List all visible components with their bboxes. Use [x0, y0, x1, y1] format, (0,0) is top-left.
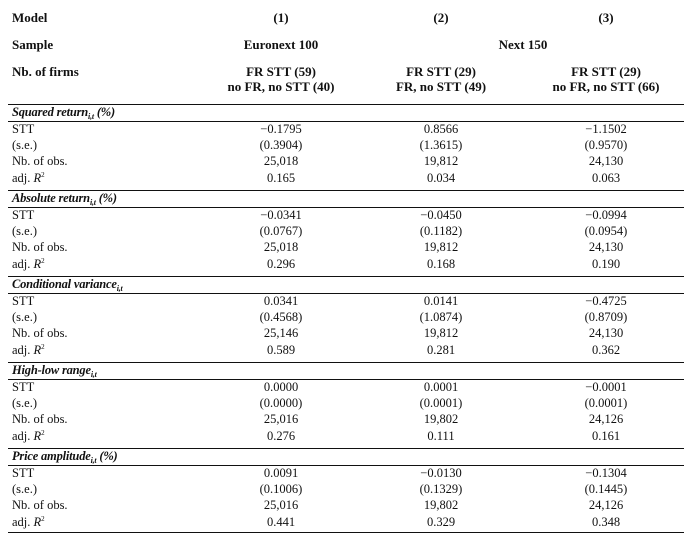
se-row-label: (s.e.)	[12, 224, 37, 239]
se-row-cell: (0.9570)	[584, 138, 628, 153]
adj-r2-row-cell: 0.281	[426, 342, 456, 357]
stt-row-label: STT	[12, 466, 35, 480]
stt-row-label: STT	[12, 294, 35, 308]
stt-row-label: STT	[12, 380, 35, 394]
section-title-rule	[8, 121, 684, 122]
stt-row-cell: −0.0994	[585, 208, 627, 222]
se-row-cell: (0.1182)	[419, 224, 463, 239]
section-title-subscript: i,t	[89, 198, 96, 207]
section-title-unit: (%)	[95, 191, 117, 205]
obs-row-label: Nb. of obs.	[12, 154, 68, 169]
se-row-cell: (0.1445)	[584, 482, 628, 497]
section-title-subscript: i,t	[88, 112, 94, 121]
obs-row-cell: 19,802	[423, 412, 459, 427]
stt-row-cell: −1.1502	[585, 122, 627, 136]
adj-r2-row-cell: 0.441	[266, 514, 296, 529]
sample-next-150: Next 150	[498, 37, 548, 52]
se-row-label: (s.e.)	[12, 482, 37, 497]
obs-row-cell: 19,812	[423, 154, 459, 169]
stt-row-cell: 0.0141	[423, 294, 459, 308]
firms-2-line1: FR STT (29)	[406, 64, 476, 79]
section-title-text: High-low range	[12, 363, 91, 377]
table-bottom-rule	[8, 532, 684, 533]
se-row-cell: (0.0000)	[259, 396, 303, 411]
se-row-cell: (0.1006)	[259, 482, 303, 497]
obs-row-label: Nb. of obs.	[12, 326, 68, 341]
adj-label-text: adj.	[12, 256, 31, 271]
adj-label-text: adj.	[12, 428, 31, 443]
adj-r2-row-cell: 0.063	[591, 170, 621, 185]
section-title-text: Price amplitude	[12, 449, 91, 463]
adj-r2-row-cell: 0.034	[426, 170, 456, 185]
stt-row-cell: −0.0341	[260, 208, 302, 222]
stt-row-label: STT	[12, 208, 35, 222]
section-title-unit: (%)	[93, 105, 115, 119]
obs-row-cell: 19,812	[423, 240, 459, 255]
model-3-header: (3)	[598, 10, 614, 25]
section-title	[12, 363, 97, 379]
section-title-text: Absolute return	[12, 191, 90, 205]
stt-row-label: STT	[12, 122, 35, 136]
section-title	[12, 105, 115, 121]
stt-row-cell: 0.0000	[263, 380, 299, 394]
obs-row-label: Nb. of obs.	[12, 412, 68, 427]
obs-row-cell: 19,802	[423, 498, 459, 513]
model-2-header: (2)	[433, 10, 449, 25]
section-title	[12, 449, 118, 465]
se-row-cell: (0.4568)	[259, 310, 303, 325]
se-row-cell: (0.0954)	[584, 224, 628, 239]
model-1-header: (1)	[273, 10, 289, 25]
se-row-cell: (0.8709)	[584, 310, 628, 325]
stt-row-cell: −0.0130	[420, 466, 462, 480]
adj-label-text: adj.	[12, 170, 31, 185]
section-title	[12, 277, 123, 293]
obs-row-cell: 25,146	[263, 326, 299, 341]
obs-row-cell: 24,130	[588, 326, 624, 341]
section-title-subscript: i,t	[90, 456, 97, 465]
model-label: Model	[12, 10, 48, 25]
se-row-label: (s.e.)	[12, 396, 37, 411]
adj-r2-row-cell: 0.276	[266, 428, 296, 443]
stt-row-cell: −0.4725	[585, 294, 627, 308]
r-squared-superscript: 2	[41, 256, 45, 265]
r-squared-superscript: 2	[41, 342, 45, 351]
adj-r2-row-cell: 0.296	[266, 256, 296, 271]
r-symbol: R	[33, 428, 42, 443]
adj-r2-row-label	[12, 171, 45, 187]
stt-row-cell: −0.1795	[260, 122, 302, 136]
sample-label: Sample	[12, 37, 54, 52]
stt-row-cell: 0.0091	[263, 466, 299, 480]
r-symbol: R	[33, 342, 42, 357]
adj-r2-row-cell: 0.168	[426, 256, 456, 271]
section-title-unit: (%)	[96, 449, 118, 463]
obs-row-cell: 24,130	[588, 154, 624, 169]
obs-row-cell: 24,126	[588, 498, 624, 513]
r-squared-superscript: 2	[41, 514, 45, 523]
obs-row-cell: 19,812	[423, 326, 459, 341]
section-title-subscript: i,t	[116, 284, 123, 293]
section-divider	[8, 362, 684, 363]
obs-row-cell: 24,130	[588, 240, 624, 255]
section-title-rule	[8, 293, 684, 294]
se-row-cell: (0.3904)	[259, 138, 303, 153]
stt-row-cell: −0.1304	[585, 466, 627, 480]
section-title-rule	[8, 207, 684, 208]
section-title	[12, 191, 117, 207]
obs-row-cell: 25,018	[263, 154, 299, 169]
obs-row-cell: 25,016	[263, 498, 299, 513]
adj-r2-row-cell: 0.165	[266, 170, 296, 185]
adj-r2-row-cell: 0.348	[591, 514, 621, 529]
adj-r2-row-label	[12, 429, 45, 445]
sample-euronext-100: Euronext 100	[243, 37, 319, 52]
adj-r2-row-label	[12, 257, 45, 273]
obs-row-label: Nb. of obs.	[12, 498, 68, 513]
se-row-label: (s.e.)	[12, 310, 37, 325]
se-row-cell: (0.0767)	[259, 224, 303, 239]
adj-r2-row-label	[12, 343, 45, 359]
r-symbol: R	[33, 256, 42, 271]
firms-label: Nb. of firms	[12, 64, 79, 79]
adj-r2-row-cell: 0.362	[591, 342, 621, 357]
se-row-cell: (1.0874)	[419, 310, 463, 325]
section-title-text: Conditional variance	[12, 277, 117, 291]
r-symbol: R	[33, 514, 42, 529]
adj-r2-row-cell: 0.190	[591, 256, 621, 271]
stt-row-cell: 0.0001	[423, 380, 459, 394]
adj-label-text: adj.	[12, 514, 31, 529]
obs-row-cell: 24,126	[588, 412, 624, 427]
stt-row-cell: 0.8566	[423, 122, 459, 136]
se-row-cell: (0.0001)	[584, 396, 628, 411]
section-title-subscript: i,t	[90, 370, 97, 379]
obs-row-label: Nb. of obs.	[12, 240, 68, 255]
adj-r2-row-cell: 0.161	[591, 428, 621, 443]
se-row-cell: (0.1329)	[419, 482, 463, 497]
stt-row-cell: 0.0341	[263, 294, 299, 308]
adj-r2-row-cell: 0.589	[266, 342, 296, 357]
se-row-cell: (0.0001)	[419, 396, 463, 411]
adj-r2-row-label	[12, 515, 45, 531]
r-symbol: R	[33, 170, 42, 185]
adj-r2-row-cell: 0.329	[426, 514, 456, 529]
firms-1-line1: FR STT (59)	[246, 64, 316, 79]
adj-r2-row-cell: 0.111	[427, 428, 455, 443]
obs-row-cell: 25,018	[263, 240, 299, 255]
r-squared-superscript: 2	[41, 170, 45, 179]
section-title-text: Squared return	[12, 105, 89, 119]
r-squared-superscript: 2	[41, 428, 45, 437]
obs-row-cell: 25,016	[263, 412, 299, 427]
stt-row-cell: −0.0001	[585, 380, 627, 394]
firms-2-line2: FR, no STT (49)	[395, 79, 487, 94]
firms-3-line1: FR STT (29)	[571, 64, 641, 79]
section-title-rule	[8, 379, 684, 380]
section-title-rule	[8, 465, 684, 466]
stt-row-cell: −0.0450	[420, 208, 462, 222]
se-row-label: (s.e.)	[12, 138, 37, 153]
firms-1-line2: no FR, no STT (40)	[227, 79, 335, 94]
adj-label-text: adj.	[12, 342, 31, 357]
firms-3-line2: no FR, no STT (66)	[552, 79, 660, 94]
se-row-cell: (1.3615)	[419, 138, 463, 153]
